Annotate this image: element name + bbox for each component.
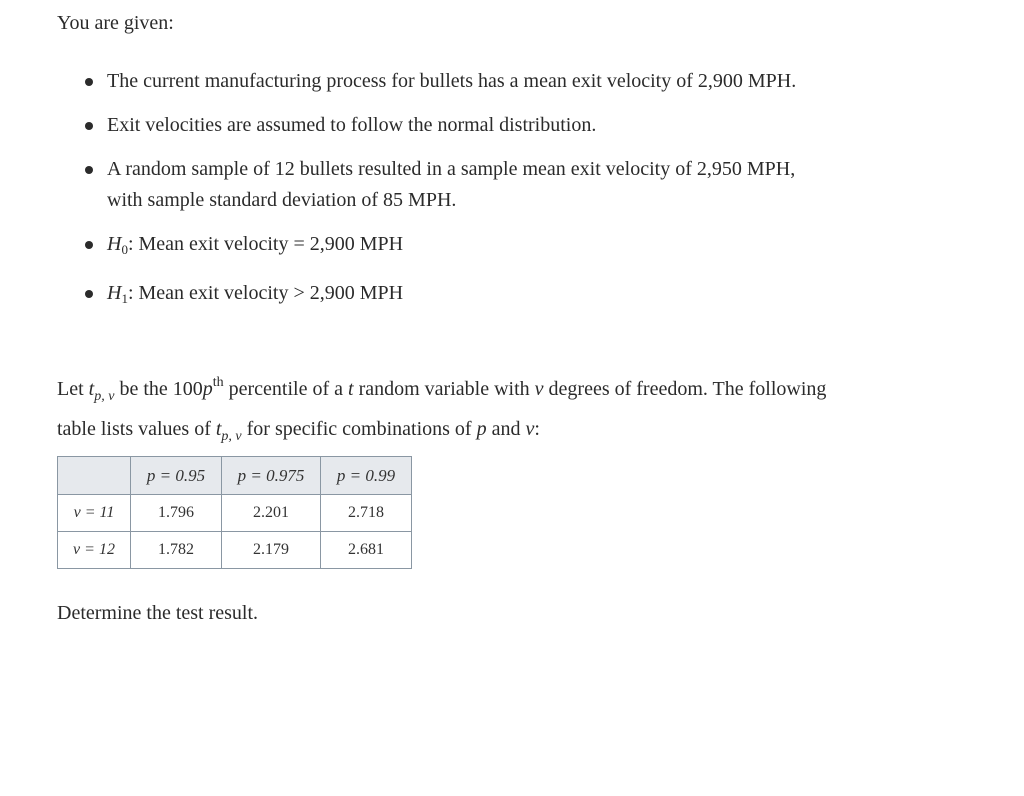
table-cell: 2.718 bbox=[321, 495, 412, 532]
null-hypothesis bbox=[107, 233, 403, 255]
bullet-dot-icon bbox=[85, 122, 93, 130]
bullet-dot-icon bbox=[85, 78, 93, 86]
header-p-095: p = 0.95 bbox=[131, 457, 222, 495]
th-superscript: th bbox=[212, 375, 224, 390]
h1-subscript: 1 bbox=[121, 291, 128, 306]
bullet-dot-icon bbox=[85, 241, 93, 249]
header-p-099: p = 0.99 bbox=[321, 457, 412, 495]
given-list bbox=[57, 66, 817, 327]
alt-hypothesis bbox=[107, 282, 403, 304]
list-item bbox=[57, 110, 817, 141]
list-item bbox=[57, 154, 817, 216]
t-subscript: p, ν bbox=[221, 429, 242, 444]
row-label-nu-11: ν = 11 bbox=[58, 495, 131, 532]
bullet-dot-icon bbox=[85, 290, 93, 298]
list-item bbox=[57, 66, 817, 97]
h0-symbol: H bbox=[107, 233, 122, 255]
table-row bbox=[58, 495, 412, 532]
table-corner bbox=[58, 457, 131, 495]
para-text: : bbox=[534, 418, 540, 440]
table-cell: 1.796 bbox=[131, 495, 222, 532]
p-symbol: p bbox=[202, 378, 213, 400]
h0-text: : Mean exit velocity = 2,900 MPH bbox=[127, 233, 404, 255]
nu-symbol: ν bbox=[534, 378, 544, 400]
h1-text: : Mean exit velocity > 2,900 MPH bbox=[127, 282, 404, 304]
question-prompt: Determine the test result. bbox=[57, 602, 259, 624]
para-text: percentile of a bbox=[223, 378, 349, 400]
p-symbol: p bbox=[476, 418, 487, 440]
para-text: and bbox=[486, 418, 526, 440]
table-cell: 2.179 bbox=[222, 532, 321, 569]
list-item bbox=[57, 278, 817, 314]
t-table bbox=[57, 456, 412, 569]
t-subscript: p, ν bbox=[94, 389, 115, 404]
para-text: for specific combinations of bbox=[241, 418, 477, 440]
para-text: random variable with bbox=[353, 378, 535, 400]
h0-subscript: 0 bbox=[121, 242, 128, 257]
table-cell: 1.782 bbox=[131, 532, 222, 569]
table-cell: 2.201 bbox=[222, 495, 321, 532]
header-p-0975: p = 0.975 bbox=[222, 457, 321, 495]
nu-symbol: ν bbox=[525, 418, 535, 440]
row-label-nu-12: ν = 12 bbox=[58, 532, 131, 569]
intro-text: You are given: bbox=[57, 12, 174, 34]
table-row bbox=[58, 532, 412, 569]
given-normal-assumption: Exit velocities are assumed to follow the normal distribution. bbox=[107, 114, 597, 136]
para-text: Let bbox=[57, 378, 89, 400]
t-symbol: t bbox=[215, 418, 222, 440]
h1-symbol: H bbox=[107, 282, 122, 304]
para-text: degrees of freedom. The following table lists values of bbox=[57, 378, 827, 440]
bullet-dot-icon bbox=[85, 166, 93, 174]
t-variable: t bbox=[348, 378, 354, 400]
given-mean-velocity: The current manufacturing process for bullets has a mean exit velocity of 2,900 MPH. bbox=[107, 70, 797, 92]
t-symbol: t bbox=[88, 378, 95, 400]
percentile-description bbox=[57, 367, 857, 453]
list-item bbox=[57, 229, 817, 265]
table-cell: 2.681 bbox=[321, 532, 412, 569]
para-text: be the 100 bbox=[114, 378, 203, 400]
given-sample-info: A random sample of 12 bullets resulted in a sample mean exit velocity of 2,950 MPH, with sample standard deviation of 85 MPH. bbox=[107, 158, 796, 211]
table-header-row bbox=[58, 457, 412, 495]
